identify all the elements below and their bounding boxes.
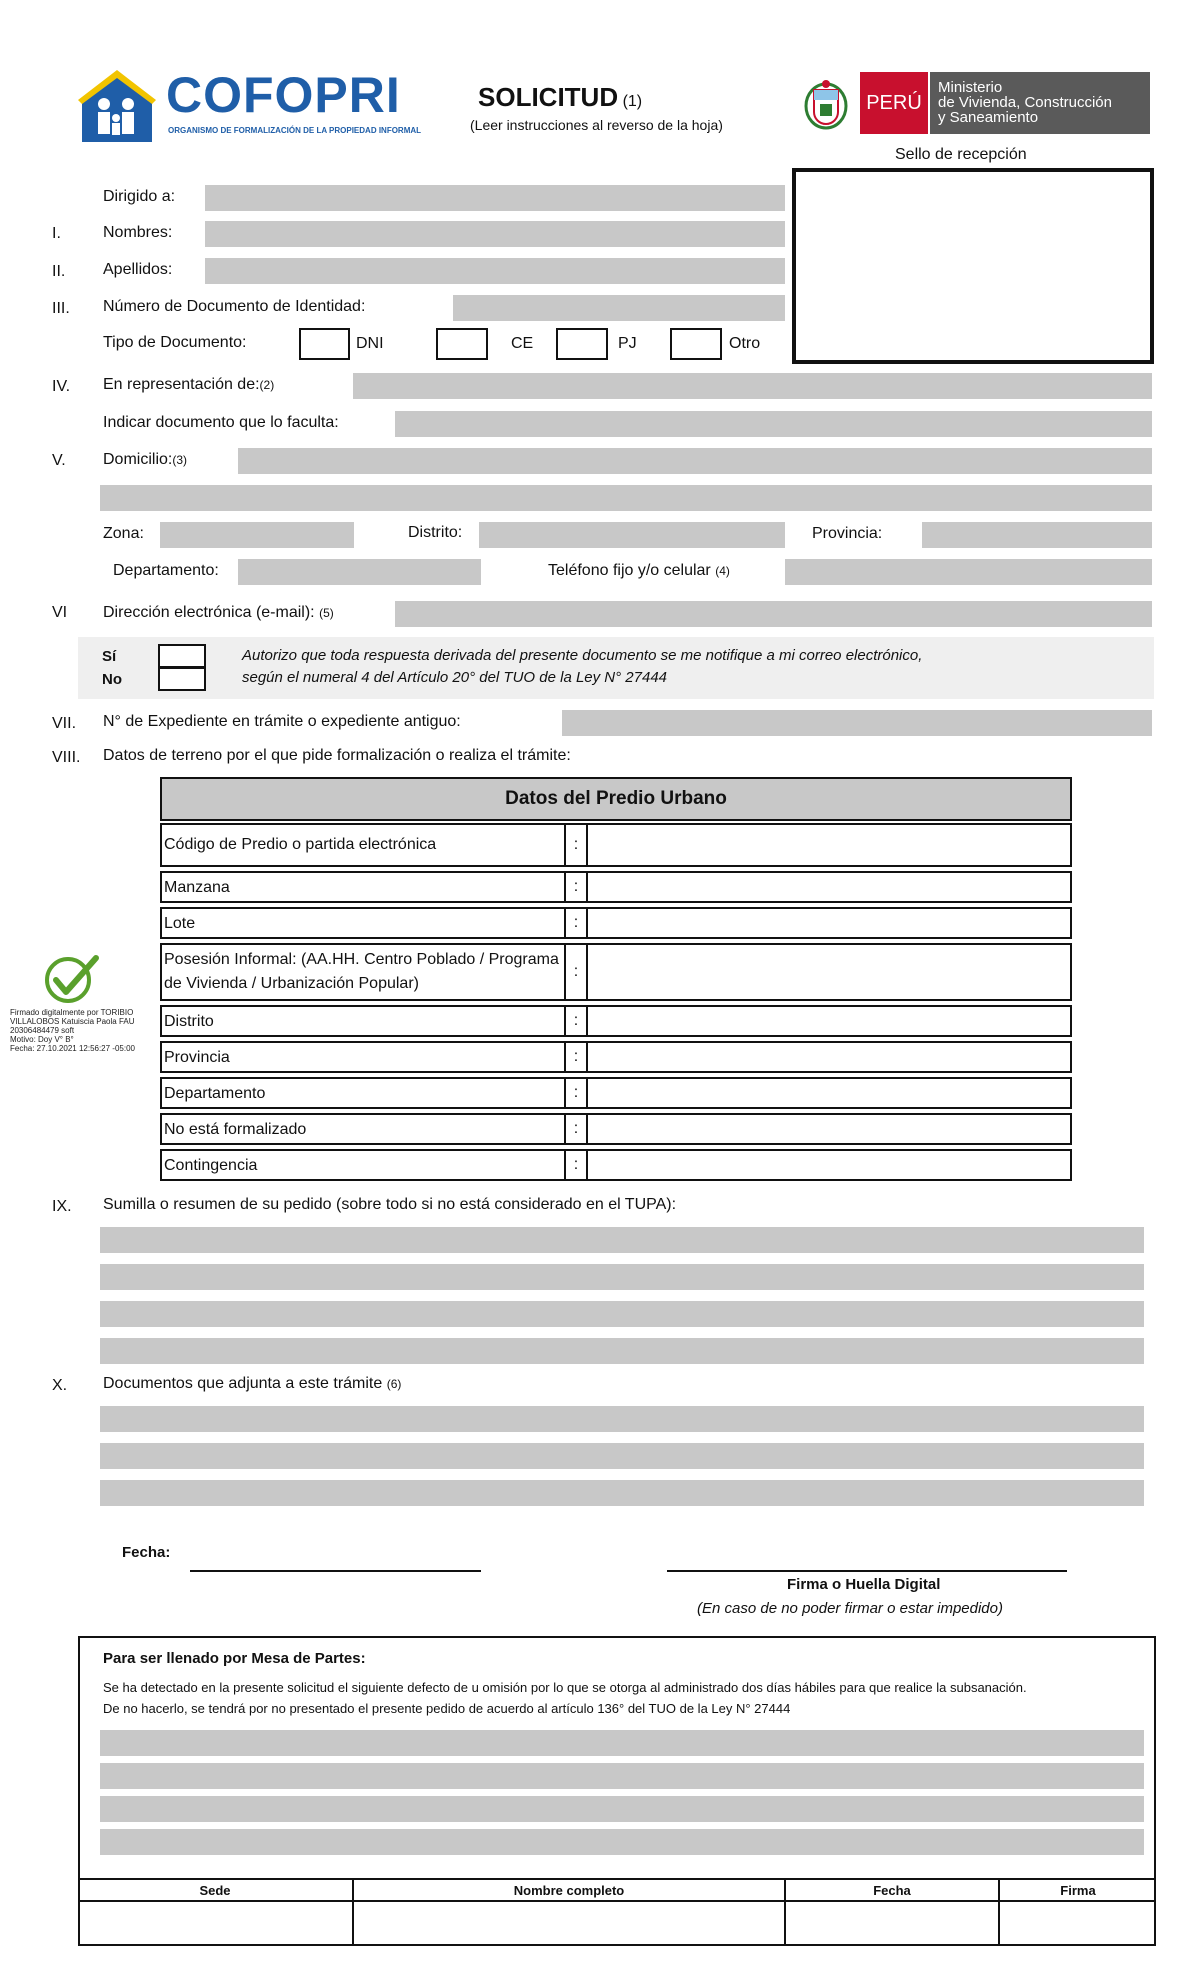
predio-row-provincia[interactable]: Provincia : — [160, 1041, 1072, 1073]
section-1-number: I. — [52, 225, 61, 242]
section-5-number: V. — [52, 452, 66, 469]
mesa-line-3[interactable] — [100, 1796, 1144, 1822]
no-checkbox[interactable] — [158, 667, 206, 691]
datos-terreno-label: Datos de terreno por el que pide formalización o realiza el trámite: — [103, 747, 571, 764]
mesa-title: Para ser llenado por Mesa de Partes: — [103, 1650, 366, 1667]
section-9-number: IX. — [52, 1198, 72, 1215]
provincia-field[interactable] — [922, 522, 1152, 548]
documentos-label: Documentos que adjunta a este trámite (6) — [103, 1375, 402, 1392]
apellidos-label: Apellidos: — [103, 261, 173, 278]
section-7-number: VII. — [52, 715, 77, 732]
checkmark-icon — [44, 954, 100, 1004]
domicilio-label: Domicilio:(3) — [103, 451, 188, 468]
form-title: SOLICITUD (1) — [478, 82, 643, 112]
documentos-line-2[interactable] — [100, 1443, 1144, 1469]
representacion-field[interactable] — [353, 373, 1152, 399]
domicilio-field-line-2[interactable] — [100, 485, 1152, 511]
faculta-label: Indicar documento que lo faculta: — [103, 414, 339, 431]
section-6-number: VI — [52, 604, 68, 621]
telefono-label: Teléfono fijo y/o celular (4) — [548, 562, 730, 579]
firma-line[interactable] — [667, 1570, 1067, 1572]
signature-line-3: 20306484479 soft — [10, 1026, 75, 1035]
section-4-number: IV. — [52, 378, 71, 395]
email-label: Dirección electrónica (e-mail): (5) — [103, 604, 334, 621]
distrito-field[interactable] — [479, 522, 785, 548]
firma-note: (En caso de no poder firmar o estar impedido) — [697, 1600, 1003, 1617]
zona-field[interactable] — [160, 522, 354, 548]
sumilla-line-1[interactable] — [100, 1227, 1144, 1253]
representacion-label: En representación de:(2) — [103, 376, 275, 393]
telefono-field[interactable] — [785, 559, 1152, 585]
predio-row-no-formalizado[interactable]: No está formalizado : — [160, 1113, 1072, 1145]
documentos-line-1[interactable] — [100, 1406, 1144, 1432]
logo-name: COFOPRI — [166, 67, 401, 123]
faculta-field[interactable] — [395, 411, 1152, 437]
coat-of-arms-icon — [802, 76, 850, 132]
predio-table-header: Datos del Predio Urbano — [160, 777, 1072, 821]
col-sede: Sede — [78, 1880, 354, 1902]
mesa-line-1[interactable] — [100, 1730, 1144, 1756]
mesa-line-2[interactable] — [100, 1763, 1144, 1789]
firma-cell[interactable] — [1000, 1902, 1156, 1946]
dni-label: DNI — [356, 335, 384, 352]
ministry-badge: Ministerio de Vivienda, Construcción y Saneamiento — [930, 72, 1150, 134]
autorizo-text-1: Autorizo que toda respuesta derivada del presente documento se me notifique a mi correo electrónico, — [242, 647, 923, 664]
stamp-label: Sello de recepción — [895, 146, 1027, 163]
col-fecha: Fecha — [786, 1880, 1000, 1902]
sumilla-line-2[interactable] — [100, 1264, 1144, 1290]
distrito-label: Distrito: — [408, 524, 463, 541]
apellidos-field[interactable] — [205, 258, 785, 284]
reception-stamp-box — [792, 168, 1154, 364]
departamento-label: Departamento: — [113, 562, 219, 579]
num-doc-field[interactable] — [453, 295, 785, 321]
section-3-number: III. — [52, 300, 70, 317]
mesa-text-2: De no hacerlo, se tendrá por no presentado el presente pedido de acuerdo al artículo 136° del TUO de la Ley N° 27444 — [103, 1701, 791, 1716]
predio-row-contingencia[interactable]: Contingencia : — [160, 1149, 1072, 1181]
mesa-line-4[interactable] — [100, 1829, 1144, 1855]
domicilio-field[interactable] — [238, 448, 1152, 474]
predio-row-lote[interactable]: Lote : — [160, 907, 1072, 939]
predio-row-codigo[interactable]: Código de Predio o partida electrónica : — [160, 823, 1072, 867]
expediente-field[interactable] — [562, 710, 1152, 736]
nombres-field[interactable] — [205, 221, 785, 247]
si-checkbox[interactable] — [158, 644, 206, 668]
predio-row-distrito[interactable]: Distrito : — [160, 1005, 1072, 1037]
predio-row-posesion[interactable]: Posesión Informal: (AA.HH. Centro Poblado / Programa de Vivienda / Urbanización Popular) : — [160, 943, 1072, 1001]
expediente-label: N° de Expediente en trámite o expediente antiguo: — [103, 713, 461, 730]
peru-coat-of-arms — [802, 76, 850, 132]
dirigido-label: Dirigido a: — [103, 188, 176, 205]
num-doc-label: Número de Documento de Identidad: — [103, 298, 366, 315]
documentos-line-3[interactable] — [100, 1480, 1144, 1506]
signature-line-1: Firmado digitalmente por TORIBIO — [10, 1008, 134, 1017]
mesa-sign-table — [78, 1878, 1156, 1946]
section-2-number: II. — [52, 263, 66, 280]
predio-row-manzana[interactable]: Manzana : — [160, 871, 1072, 903]
dni-checkbox[interactable] — [299, 328, 350, 360]
signature-line-4: Motivo: Doy V° B° — [10, 1035, 74, 1044]
section-8-number: VIII. — [52, 749, 81, 766]
logo-tagline: ORGANISMO DE FORMALIZACIÓN DE LA PROPIEDAD INFORMAL — [168, 126, 422, 135]
mesa-text-1: Se ha detectado en la presente solicitud el siguiente defecto de u omisión por lo que se otorga al administrado dos días hábiles para que realice la subsanación. — [103, 1680, 1027, 1695]
fecha-cell[interactable] — [786, 1902, 1000, 1946]
zona-label: Zona: — [103, 525, 144, 542]
col-nombre: Nombre completo — [354, 1880, 786, 1902]
cofopri-logo — [78, 67, 438, 144]
ce-label: CE — [511, 335, 534, 352]
sumilla-line-4[interactable] — [100, 1338, 1144, 1364]
provincia-label: Provincia: — [812, 525, 883, 542]
otro-checkbox[interactable] — [670, 328, 722, 360]
section-10-number: X. — [52, 1377, 68, 1394]
family-house-icon — [78, 70, 156, 144]
col-firma: Firma — [1060, 1883, 1096, 1898]
firma-label: Firma o Huella Digital — [787, 1576, 941, 1593]
peru-badge: PERÚ — [860, 72, 928, 134]
predio-row-departamento[interactable]: Departamento : — [160, 1077, 1072, 1109]
nombres-label: Nombres: — [103, 224, 173, 241]
email-field[interactable] — [395, 601, 1152, 627]
sumilla-line-3[interactable] — [100, 1301, 1144, 1327]
signature-line-2: VILLALOBOS Katuiscia Paola FAU — [10, 1017, 135, 1026]
form-subtitle: (Leer instrucciones al reverso de la hoja) — [470, 117, 723, 133]
fecha-line[interactable] — [190, 1570, 481, 1572]
no-label: No — [102, 671, 122, 688]
ce-checkbox[interactable] — [436, 328, 488, 360]
tipo-doc-label: Tipo de Documento: — [103, 334, 247, 351]
signature-line-5: Fecha: 27.10.2021 12:56:27 -05:00 — [10, 1044, 135, 1053]
autorizo-text-2: según el numeral 4 del Artículo 20° del TUO de la Ley N° 27444 — [242, 669, 668, 686]
si-label: Sí — [102, 648, 117, 665]
pj-checkbox[interactable] — [556, 328, 608, 360]
mesa-header-row — [78, 1880, 1156, 1902]
fecha-label: Fecha: — [122, 1544, 171, 1561]
departamento-field[interactable] — [238, 559, 481, 585]
sede-cell[interactable] — [78, 1902, 354, 1946]
sumilla-label: Sumilla o resumen de su pedido (sobre todo si no está considerado en el TUPA): — [103, 1196, 677, 1213]
pj-label: PJ — [618, 335, 637, 352]
otro-label: Otro — [729, 335, 761, 352]
dirigido-field[interactable] — [205, 185, 785, 211]
digital-signature-stamp — [8, 950, 158, 1060]
nombre-cell[interactable] — [354, 1902, 786, 1946]
